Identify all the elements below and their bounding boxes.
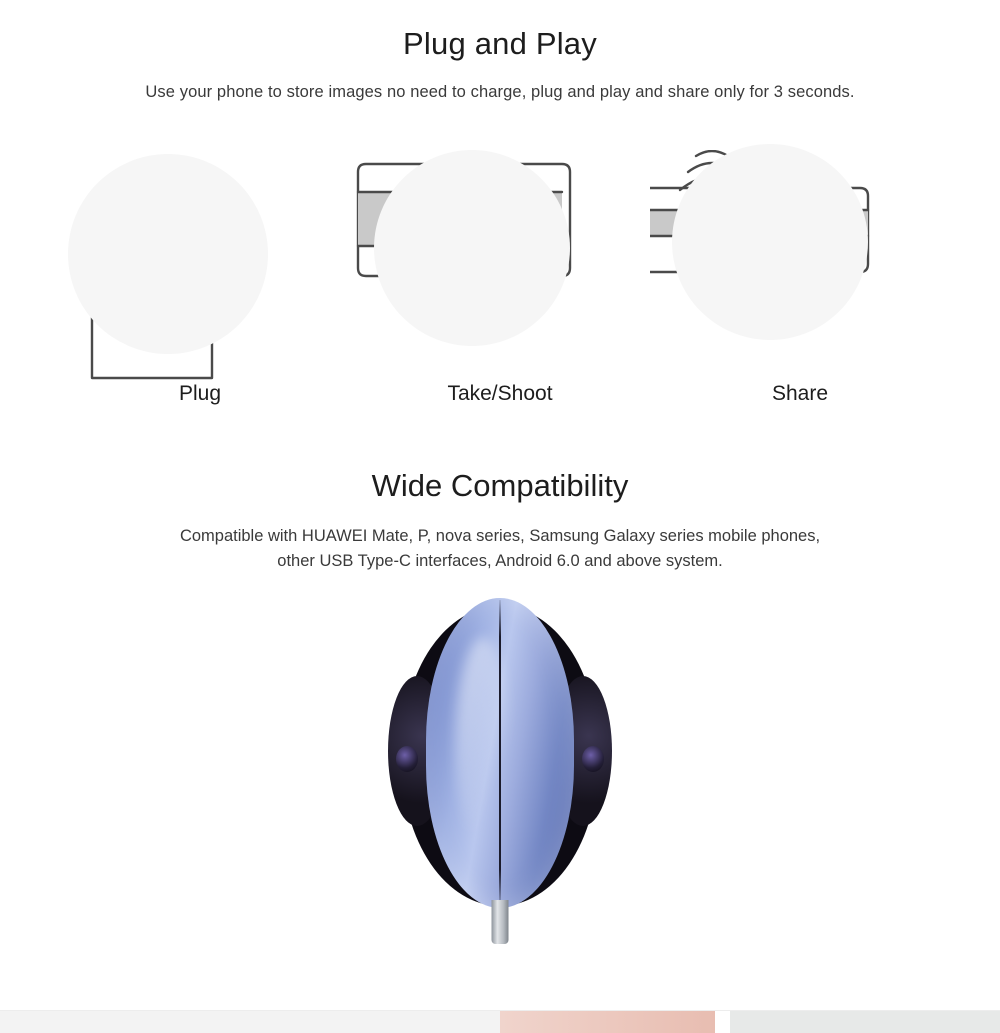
product-usb-connector [492,900,509,944]
step-plug-illustration [50,150,350,382]
compatibility-subtitle-line1: Compatible with HUAWEI Mate, P, nova series, Samsung Galaxy series mobile phones, [179,527,821,545]
circle-backdrop [672,144,868,340]
circle-backdrop [68,154,268,354]
step-take-shoot-label: Take/Shoot [447,382,553,405]
section-subtitle: Use your phone to store images no need to charge, plug and play and share only for 3 seconds. [145,83,855,101]
strip-segment-4 [730,1011,1000,1033]
next-section-preview-strip [0,1011,1000,1033]
product-right-lens [582,746,604,772]
compatibility-title: Wide Compatibility [371,468,629,503]
step-share-label: Share [771,382,829,405]
wide-compatibility-section [0,468,1000,963]
compatibility-subtitle-line2: other USB Type-C interfaces, Android 6.0 and above system. [277,552,723,570]
step-share [650,150,950,406]
steps-row [0,150,1000,406]
section-title: Plug and Play [403,26,597,61]
circle-backdrop [374,150,570,346]
step-plug [50,150,350,406]
compatibility-subtitle [0,524,1000,574]
plug-and-play-section [0,0,1000,406]
strip-segment-2 [500,1011,715,1033]
step-take-shoot-illustration [350,150,650,382]
step-share-illustration [650,150,950,382]
strip-segment-3 [715,1011,730,1033]
product-seam-line [499,600,501,906]
product-left-lens [396,746,418,772]
product-photo [0,598,1000,963]
step-plug-label: Plug [178,382,222,405]
step-take-shoot [350,150,650,406]
product-highlight [456,638,510,848]
strip-segment-1 [0,1011,500,1033]
